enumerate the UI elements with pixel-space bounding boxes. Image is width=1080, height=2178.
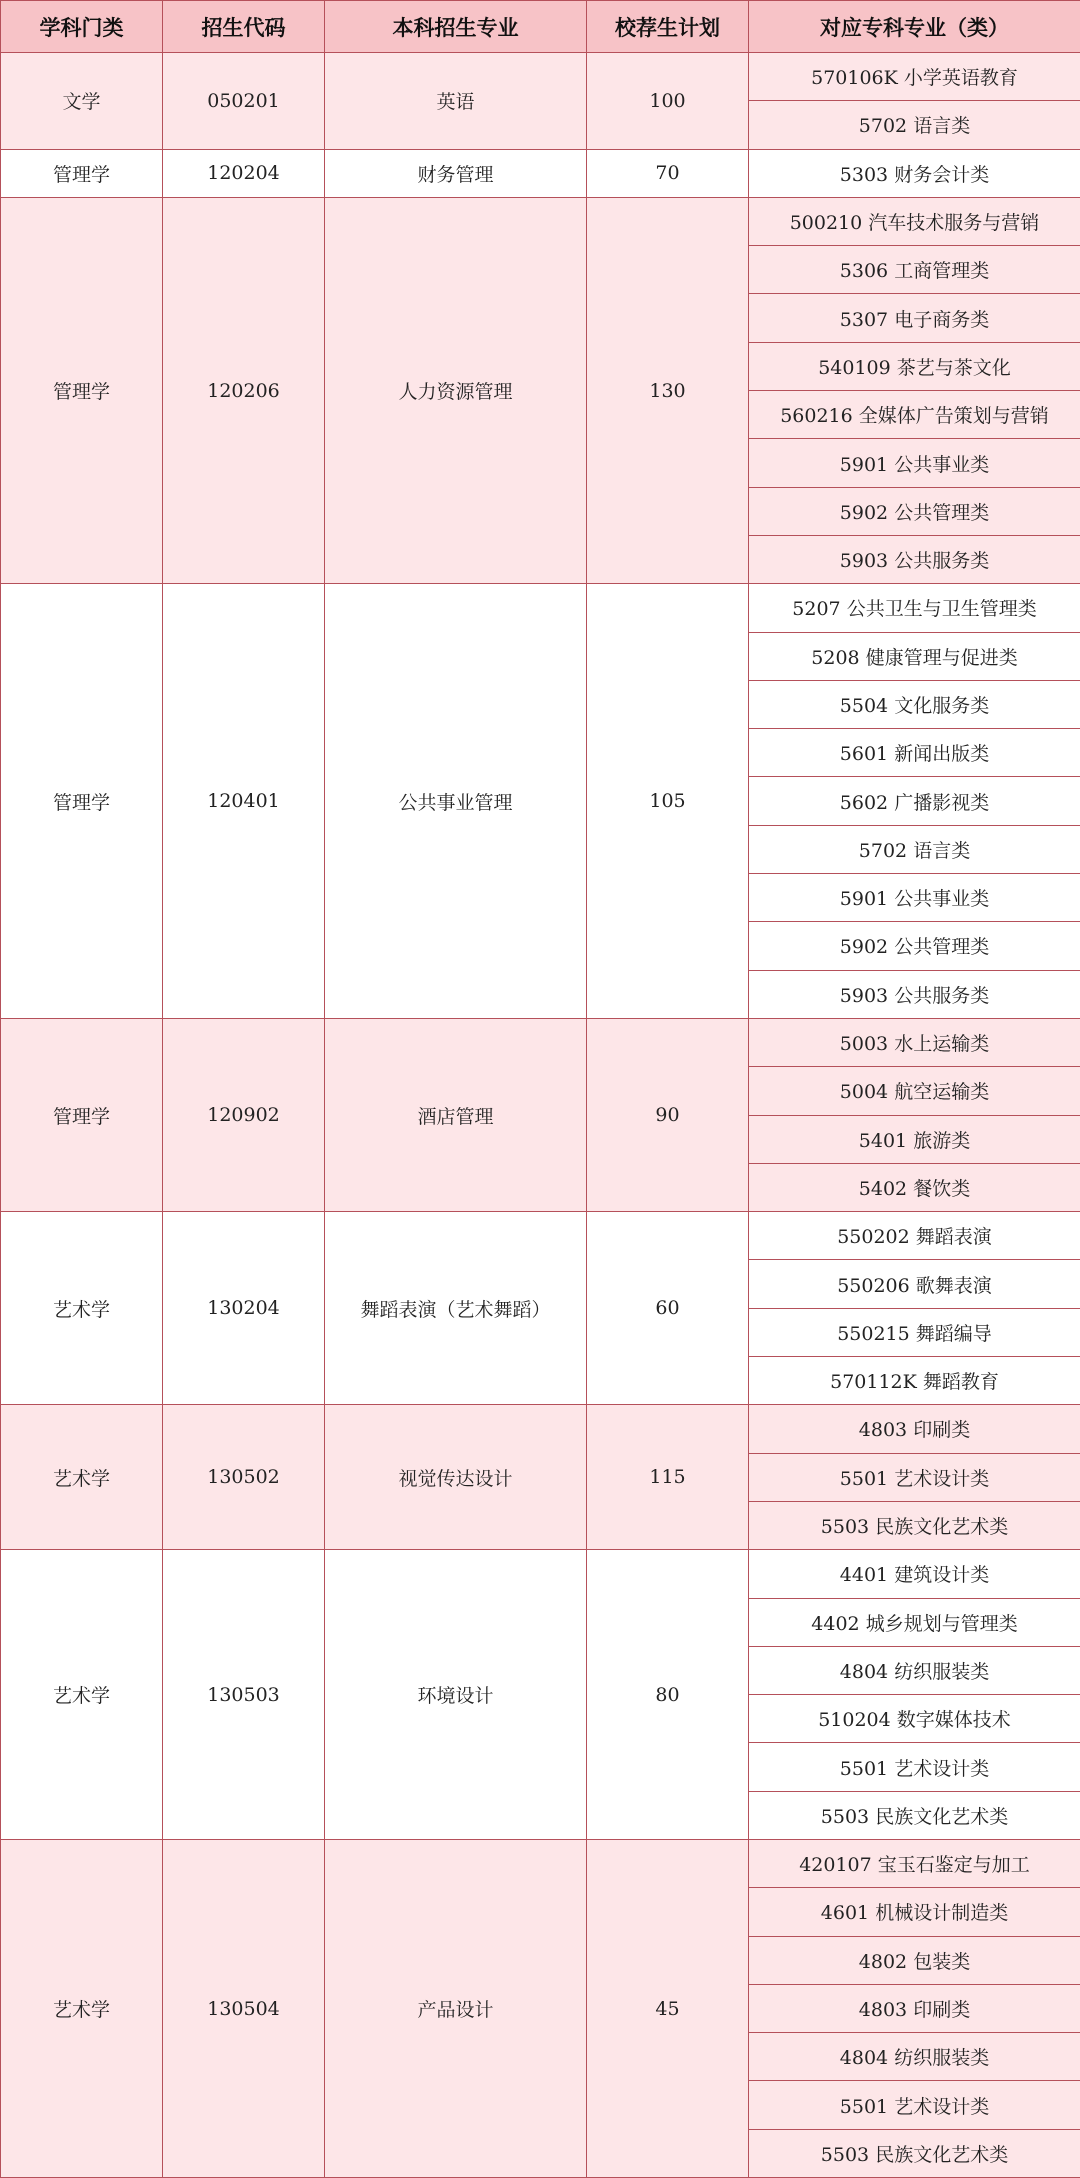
major-cell: 视觉传达设计 [325, 1405, 587, 1550]
related-major-cell: 500210 汽车技术服务与营销 [749, 197, 1080, 245]
major-cell: 酒店管理 [325, 1018, 587, 1211]
related-major-cell: 420107 宝玉石鉴定与加工 [749, 1839, 1080, 1887]
plan-cell: 70 [587, 149, 749, 197]
related-major-cell: 4401 建筑设计类 [749, 1550, 1080, 1598]
header-major: 本科招生专业 [325, 1, 587, 53]
code-cell: 120206 [163, 197, 325, 583]
category-cell: 艺术学 [1, 1405, 163, 1550]
related-major-cell: 5901 公共事业类 [749, 439, 1080, 487]
plan-cell: 60 [587, 1212, 749, 1405]
related-major-cell: 5501 艺术设计类 [749, 2081, 1080, 2129]
related-major-cell: 550215 舞蹈编导 [749, 1308, 1080, 1356]
related-major-cell: 5901 公共事业类 [749, 874, 1080, 922]
related-major-cell: 550206 歌舞表演 [749, 1260, 1080, 1308]
table-row [1, 149, 1080, 197]
major-cell: 财务管理 [325, 149, 587, 197]
related-major-cell: 5601 新闻出版类 [749, 729, 1080, 777]
major-cell: 人力资源管理 [325, 197, 587, 583]
related-major-cell: 5702 语言类 [749, 101, 1080, 149]
related-major-cell: 5501 艺术设计类 [749, 1743, 1080, 1791]
header-plan: 校荐生计划 [587, 1, 749, 53]
category-cell: 管理学 [1, 149, 163, 197]
related-major-cell: 570112K 舞蹈教育 [749, 1357, 1080, 1405]
table-row [1, 53, 1080, 101]
header-category: 学科门类 [1, 1, 163, 53]
category-cell: 管理学 [1, 197, 163, 583]
related-major-cell: 570106K 小学英语教育 [749, 53, 1080, 101]
plan-cell: 100 [587, 53, 749, 150]
code-cell: 120902 [163, 1018, 325, 1211]
table-row [1, 1212, 1080, 1260]
plan-cell: 130 [587, 197, 749, 583]
category-cell: 管理学 [1, 584, 163, 1019]
code-cell: 120401 [163, 584, 325, 1019]
code-cell: 120204 [163, 149, 325, 197]
table-body [1, 53, 1080, 2178]
table-row [1, 1018, 1080, 1066]
plan-cell: 90 [587, 1018, 749, 1211]
related-major-cell: 5504 文化服务类 [749, 680, 1080, 728]
related-major-cell: 5503 民族文化艺术类 [749, 2129, 1080, 2177]
table-row [1, 1550, 1080, 1598]
table-row [1, 584, 1080, 632]
major-cell: 环境设计 [325, 1550, 587, 1840]
related-major-cell: 5306 工商管理类 [749, 246, 1080, 294]
related-major-cell: 4804 纺织服装类 [749, 2033, 1080, 2081]
plan-cell: 105 [587, 584, 749, 1019]
related-major-cell: 5702 语言类 [749, 825, 1080, 873]
related-major-cell: 5903 公共服务类 [749, 970, 1080, 1018]
plan-cell: 80 [587, 1550, 749, 1840]
major-cell: 产品设计 [325, 1839, 587, 2177]
related-major-cell: 4804 纺织服装类 [749, 1646, 1080, 1694]
table-row [1, 1405, 1080, 1453]
related-major-cell: 4601 机械设计制造类 [749, 1888, 1080, 1936]
table-row [1, 1839, 1080, 1887]
major-cell: 舞蹈表演（艺术舞蹈） [325, 1212, 587, 1405]
category-cell: 艺术学 [1, 1839, 163, 2177]
related-major-cell: 5602 广播影视类 [749, 777, 1080, 825]
category-cell: 管理学 [1, 1018, 163, 1211]
related-major-cell: 5503 民族文化艺术类 [749, 1501, 1080, 1549]
related-major-cell: 5303 财务会计类 [749, 149, 1080, 197]
code-cell: 050201 [163, 53, 325, 150]
related-major-cell: 510204 数字媒体技术 [749, 1695, 1080, 1743]
plan-cell: 45 [587, 1839, 749, 2177]
related-major-cell: 560216 全媒体广告策划与营销 [749, 391, 1080, 439]
related-major-cell: 5003 水上运输类 [749, 1018, 1080, 1066]
related-major-cell: 5902 公共管理类 [749, 487, 1080, 535]
code-cell: 130503 [163, 1550, 325, 1840]
table-header-row [1, 1, 1080, 53]
related-major-cell: 5501 艺术设计类 [749, 1453, 1080, 1501]
related-major-cell: 5903 公共服务类 [749, 535, 1080, 583]
related-major-cell: 550202 舞蹈表演 [749, 1212, 1080, 1260]
table-row [1, 197, 1080, 245]
related-major-cell: 5402 餐饮类 [749, 1163, 1080, 1211]
related-major-cell: 4802 包装类 [749, 1936, 1080, 1984]
category-cell: 文学 [1, 53, 163, 150]
header-related-majors: 对应专科专业（类） [749, 1, 1080, 53]
related-major-cell: 5208 健康管理与促进类 [749, 632, 1080, 680]
related-major-cell: 4402 城乡规划与管理类 [749, 1598, 1080, 1646]
header-code: 招生代码 [163, 1, 325, 53]
code-cell: 130504 [163, 1839, 325, 2177]
major-cell: 公共事业管理 [325, 584, 587, 1019]
related-major-cell: 540109 茶艺与茶文化 [749, 342, 1080, 390]
related-major-cell: 4803 印刷类 [749, 1984, 1080, 2032]
category-cell: 艺术学 [1, 1212, 163, 1405]
code-cell: 130204 [163, 1212, 325, 1405]
plan-cell: 115 [587, 1405, 749, 1550]
major-cell: 英语 [325, 53, 587, 150]
related-major-cell: 5004 航空运输类 [749, 1067, 1080, 1115]
related-major-cell: 5902 公共管理类 [749, 922, 1080, 970]
related-major-cell: 5503 民族文化艺术类 [749, 1791, 1080, 1839]
related-major-cell: 5401 旅游类 [749, 1115, 1080, 1163]
related-major-cell: 4803 印刷类 [749, 1405, 1080, 1453]
category-cell: 艺术学 [1, 1550, 163, 1840]
related-major-cell: 5207 公共卫生与卫生管理类 [749, 584, 1080, 632]
code-cell: 130502 [163, 1405, 325, 1550]
related-major-cell: 5307 电子商务类 [749, 294, 1080, 342]
